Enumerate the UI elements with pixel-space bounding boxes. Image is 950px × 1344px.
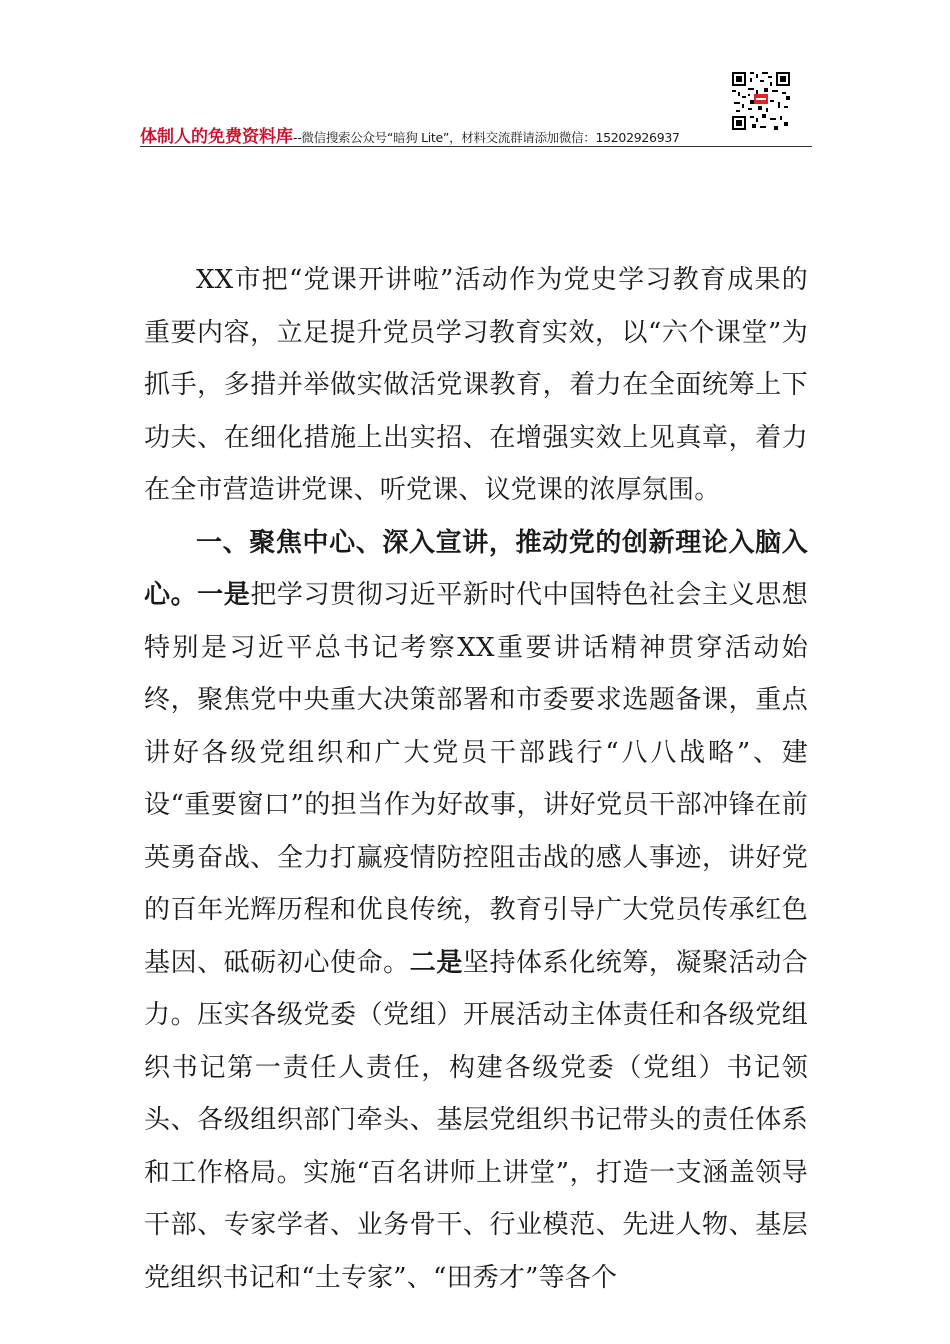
header-tagline: --微信搜索公众号“暗狗 Lite”，材料交流群请添加微信：15202926937 — [293, 130, 680, 145]
paragraph-intro: XX市把“党课开讲啦”活动作为党史学习教育成果的重要内容，立足提升党员学习教育实效，以“六个课堂”为抓手，多措并举做实做活党课教育，着力在全面统筹上下功夫、在细化措施上出实招、在增强实效上见真章，着力在全市营造讲党课、听党课、议党课的浓厚氛围。 — [144, 265, 808, 505]
section-heading: 一、聚焦中心、深入宣讲，推动党的创新理论入脑入心。 — [144, 527, 808, 610]
point-label-two: 二是 — [409, 947, 463, 978]
point-label-one: 一是 — [197, 580, 251, 610]
header-brand: 体制人的免费资料库 — [140, 127, 293, 146]
paragraph-section-one — [144, 517, 808, 1305]
header-divider — [140, 146, 812, 147]
article-body — [144, 254, 808, 1304]
qr-code-icon — [730, 70, 792, 132]
point-text-one: 把学习贯彻习近平新时代中国特色社会主义思想特别是习近平总书记考察XX重要讲话精神贯穿活动始终，聚焦党中央重大决策部署和市委要求选题备课，重点讲好各级党组织和广大党员干部践行“八八战略”、建设“重要窗口”的担当作为好故事，讲好党员干部冲锋在前英勇奋战、全力打赢疫情防控阻击战的感人事迹，讲好党的百年光辉历程和优良传统，教育引导广大党员传承红色基因、砥砺初心使命。 — [144, 580, 809, 978]
document-header — [140, 122, 812, 146]
point-text-two: 坚持体系化统筹，凝聚活动合力。压实各级党委（党组）开展活动主体责任和各级党组织书记第一责任人责任，构建各级党委（党组）书记领头、各级组织部门牵头、基层党组织书记带头的责任体系和工作格局。实施“百名讲师上讲堂”，打造一支涵盖领导干部、专家学者、业务骨干、行业模范、先进人物、基层党组织书记和“土专家”、“田秀才”等各个 — [144, 947, 808, 1293]
